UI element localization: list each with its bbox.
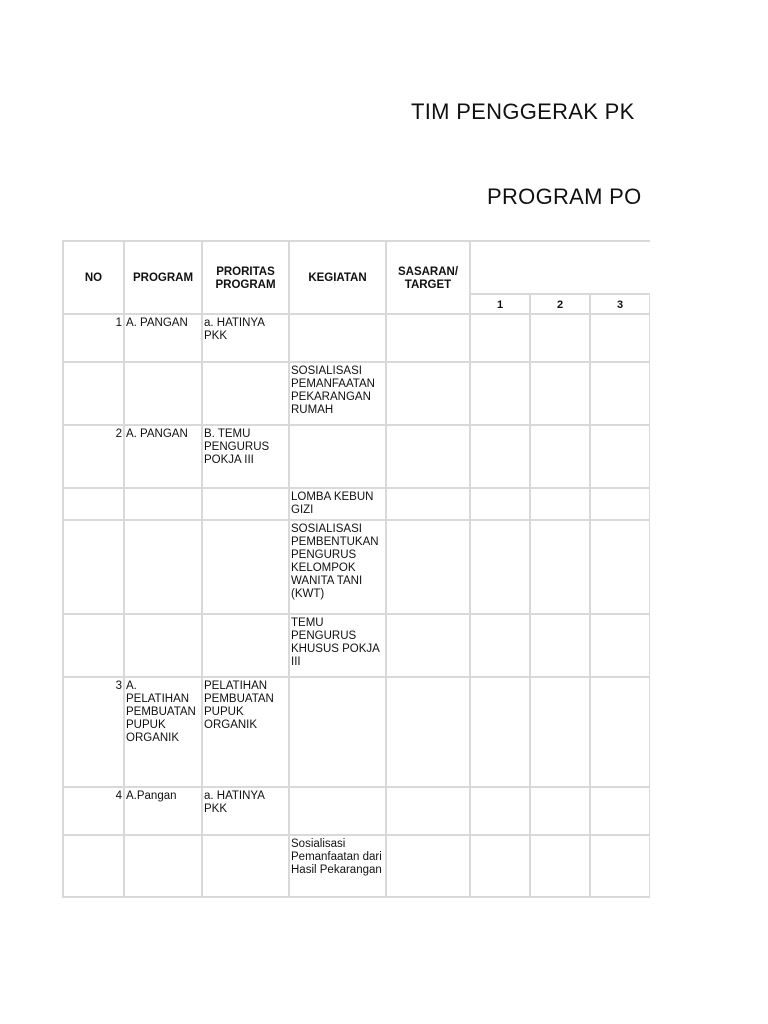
- cell-prioritas: a. HATINYA PKK: [202, 314, 289, 362]
- cell-prioritas: [202, 520, 289, 614]
- cell-prioritas: [202, 488, 289, 520]
- table-row: [63, 677, 650, 787]
- cell-sub-2: [530, 362, 590, 425]
- cell-prioritas: [202, 835, 289, 897]
- document-subtitle: PROGRAM PO: [487, 184, 642, 209]
- cell-sub-3: [590, 614, 650, 677]
- cell-prioritas: B. TEMU PENGURUS POKJA III: [202, 425, 289, 488]
- cell-no: 4: [63, 787, 124, 835]
- cell-sasaran: [386, 362, 470, 425]
- cell-sub-1: [470, 614, 530, 677]
- header-sub-2: 2: [530, 294, 590, 314]
- cell-sasaran: [386, 835, 470, 897]
- cell-kegiatan: [289, 787, 386, 835]
- cell-sub-2: [530, 787, 590, 835]
- table-row: [63, 425, 650, 488]
- cell-no: [63, 362, 124, 425]
- table-row: [63, 614, 650, 677]
- cell-sasaran: [386, 425, 470, 488]
- cell-kegiatan: Sosialisasi Pemanfaatan dari Hasil Pekarangan: [289, 835, 386, 897]
- header-prioritas: PRORITAS PROGRAM: [202, 241, 289, 314]
- header-sub-3: 3: [590, 294, 650, 314]
- cell-sasaran: [386, 488, 470, 520]
- header-no: NO: [63, 241, 124, 314]
- cell-sub-1: [470, 677, 530, 787]
- header-sub-1: 1: [470, 294, 530, 314]
- document-title: TIM PENGGERAK PK: [411, 99, 635, 124]
- cell-no: 2: [63, 425, 124, 488]
- program-table: [62, 240, 650, 898]
- cell-sub-3: [590, 677, 650, 787]
- cell-prioritas: [202, 362, 289, 425]
- cell-sub-3: [590, 425, 650, 488]
- cell-sub-3: [590, 362, 650, 425]
- table-row: [63, 362, 650, 425]
- cell-sub-1: [470, 314, 530, 362]
- cell-kegiatan: [289, 677, 386, 787]
- cell-sasaran: [386, 677, 470, 787]
- cell-kegiatan: [289, 314, 386, 362]
- cell-program: A.Pangan: [124, 787, 202, 835]
- cell-prioritas: a. HATINYA PKK: [202, 787, 289, 835]
- cell-program: [124, 520, 202, 614]
- cell-sub-2: [530, 835, 590, 897]
- table-row: [63, 314, 650, 362]
- cell-program: A. PANGAN: [124, 314, 202, 362]
- cell-sub-2: [530, 614, 590, 677]
- cell-sub-1: [470, 362, 530, 425]
- cell-sasaran: [386, 520, 470, 614]
- cell-sub-3: [590, 488, 650, 520]
- cell-sasaran: [386, 614, 470, 677]
- cell-sub-1: [470, 425, 530, 488]
- cell-sub-1: [470, 787, 530, 835]
- cell-kegiatan: SOSIALISASI PEMBENTUKAN PENGURUS KELOMPOK WANITA TANI (KWT): [289, 520, 386, 614]
- cell-program: [124, 614, 202, 677]
- cell-no: [63, 614, 124, 677]
- cell-sasaran: [386, 787, 470, 835]
- cell-program: [124, 362, 202, 425]
- cell-sub-2: [530, 425, 590, 488]
- cell-kegiatan: SOSIALISASI PEMANFAATAN PEKARANGAN RUMAH: [289, 362, 386, 425]
- cell-kegiatan: [289, 425, 386, 488]
- cell-kegiatan: LOMBA KEBUN GIZI: [289, 488, 386, 520]
- cell-program: [124, 835, 202, 897]
- cell-sub-2: [530, 520, 590, 614]
- cell-sub-1: [470, 835, 530, 897]
- cell-prioritas: PELATIHAN PEMBUATAN PUPUK ORGANIK: [202, 677, 289, 787]
- cell-no: 1: [63, 314, 124, 362]
- cell-sub-2: [530, 677, 590, 787]
- cell-sub-2: [530, 488, 590, 520]
- table-row: [63, 835, 650, 897]
- cell-program: [124, 488, 202, 520]
- cell-sub-2: [530, 314, 590, 362]
- cell-sub-3: [590, 520, 650, 614]
- cell-sub-3: [590, 787, 650, 835]
- cell-program: A. PELATIHAN PEMBUATAN PUPUK ORGANIK: [124, 677, 202, 787]
- header-sasaran: SASARAN/ TARGET: [386, 241, 470, 314]
- cell-no: 3: [63, 677, 124, 787]
- cell-prioritas: [202, 614, 289, 677]
- cell-kegiatan: TEMU PENGURUS KHUSUS POKJA III: [289, 614, 386, 677]
- cell-sub-3: [590, 835, 650, 897]
- cell-sasaran: [386, 314, 470, 362]
- cell-no: [63, 488, 124, 520]
- cell-no: [63, 835, 124, 897]
- cell-sub-1: [470, 520, 530, 614]
- cell-program: A. PANGAN: [124, 425, 202, 488]
- header-group-blank: [470, 241, 650, 294]
- table-row: [63, 488, 650, 520]
- table-row: [63, 787, 650, 835]
- cell-sub-1: [470, 488, 530, 520]
- header-program: PROGRAM: [124, 241, 202, 314]
- cell-sub-3: [590, 314, 650, 362]
- header-kegiatan: KEGIATAN: [289, 241, 386, 314]
- cell-no: [63, 520, 124, 614]
- table-row: [63, 520, 650, 614]
